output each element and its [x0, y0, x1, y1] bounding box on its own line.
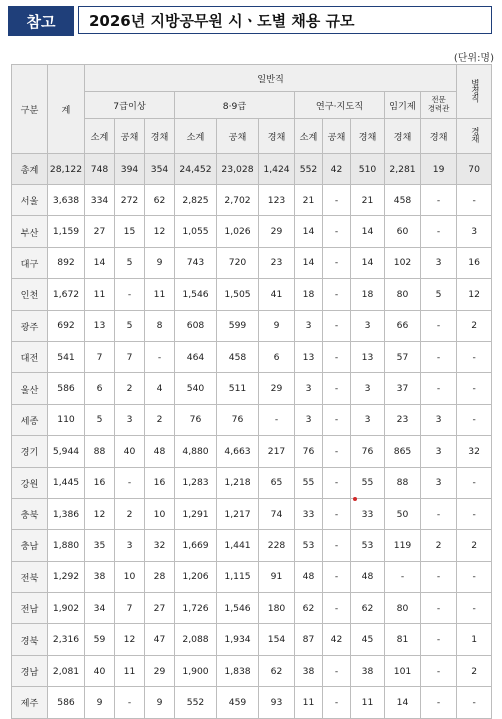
- value-cell: 60: [385, 216, 421, 247]
- header-g7-career: 경채: [145, 119, 175, 154]
- value-cell: 33: [351, 498, 385, 529]
- value-cell: 1,672: [48, 279, 85, 310]
- table-row-total: [12, 154, 492, 185]
- value-cell: 12: [115, 624, 145, 655]
- table-row: [12, 530, 492, 561]
- value-cell: 2,316: [48, 624, 85, 655]
- value-cell: -: [421, 373, 457, 404]
- header-specialist: 전문 경력관: [421, 92, 457, 119]
- table-row: [12, 655, 492, 686]
- value-cell: -: [457, 561, 492, 592]
- value-cell: 2,088: [175, 624, 217, 655]
- value-cell: 3: [421, 247, 457, 278]
- value-cell: 18: [295, 279, 323, 310]
- value-cell: 7: [85, 341, 115, 372]
- value-cell: 1,026: [217, 216, 259, 247]
- region-cell: 경북: [12, 624, 48, 655]
- value-cell: 87: [295, 624, 323, 655]
- region-cell: 전남: [12, 593, 48, 624]
- value-cell: -: [323, 373, 351, 404]
- value-cell: -: [421, 624, 457, 655]
- value-cell: 2,825: [175, 185, 217, 216]
- value-cell: -: [457, 467, 492, 498]
- value-cell: 80: [385, 279, 421, 310]
- region-cell: 부산: [12, 216, 48, 247]
- value-cell: 458: [217, 341, 259, 372]
- value-cell: 3: [351, 404, 385, 435]
- header-research-sub: 소계: [295, 119, 323, 154]
- value-cell: 608: [175, 310, 217, 341]
- value-cell: 1,505: [217, 279, 259, 310]
- value-cell: 5: [115, 247, 145, 278]
- value-cell: 14: [295, 247, 323, 278]
- value-cell: -: [115, 467, 145, 498]
- table-row: [12, 341, 492, 372]
- page-title: 2026년 지방공무원 시ㆍ도별 채용 규모: [78, 6, 492, 34]
- value-cell: 38: [85, 561, 115, 592]
- value-cell: 41: [259, 279, 295, 310]
- value-cell: 3: [295, 310, 323, 341]
- value-cell: 101: [385, 655, 421, 686]
- value-cell: 1,441: [217, 530, 259, 561]
- value-cell: 35: [85, 530, 115, 561]
- header-fixed-term-career: 경채: [385, 119, 421, 154]
- value-cell: 3: [295, 373, 323, 404]
- value-cell: 1,546: [175, 279, 217, 310]
- value-cell: -: [457, 185, 492, 216]
- value-cell: 11: [295, 687, 323, 718]
- value-cell: 1,386: [48, 498, 85, 529]
- value-cell: 511: [217, 373, 259, 404]
- value-cell: -: [115, 279, 145, 310]
- value-cell: 1,900: [175, 655, 217, 686]
- value-cell: 29: [145, 655, 175, 686]
- value-cell: -: [323, 498, 351, 529]
- value-cell: -: [323, 436, 351, 467]
- table-row: [12, 624, 492, 655]
- table-row: [12, 373, 492, 404]
- value-cell: 2,702: [217, 185, 259, 216]
- value-cell: 892: [48, 247, 85, 278]
- value-cell: 16: [85, 467, 115, 498]
- value-cell: -: [323, 185, 351, 216]
- value-cell: 76: [175, 404, 217, 435]
- value-cell: 1,218: [217, 467, 259, 498]
- value-cell: 3: [421, 436, 457, 467]
- header-research-open: 공채: [323, 119, 351, 154]
- value-cell: 27: [145, 593, 175, 624]
- header-g89-open: 공채: [217, 119, 259, 154]
- value-cell: -: [385, 561, 421, 592]
- table-row: [12, 467, 492, 498]
- value-cell: 88: [385, 467, 421, 498]
- value-cell: 55: [351, 467, 385, 498]
- table-row: [12, 279, 492, 310]
- value-cell: 3: [351, 373, 385, 404]
- value-cell: 110: [48, 404, 85, 435]
- value-cell: 3: [351, 310, 385, 341]
- value-cell: 11: [351, 687, 385, 718]
- value-cell: 10: [145, 498, 175, 529]
- value-cell: 48: [295, 561, 323, 592]
- value-cell: 16: [457, 247, 492, 278]
- value-cell: -: [457, 498, 492, 529]
- value-cell: 14: [351, 216, 385, 247]
- red-dot-mark: [353, 497, 357, 501]
- header-research-career: 경채: [351, 119, 385, 154]
- value-cell: -: [457, 404, 492, 435]
- region-cell: 대구: [12, 247, 48, 278]
- value-cell: -: [323, 216, 351, 247]
- value-cell: 228: [259, 530, 295, 561]
- value-cell: 552: [175, 687, 217, 718]
- value-cell: 91: [259, 561, 295, 592]
- value-cell: 74: [259, 498, 295, 529]
- value-cell: 38: [295, 655, 323, 686]
- value-cell: 2: [457, 310, 492, 341]
- value-cell: -: [457, 593, 492, 624]
- value-cell: 586: [48, 687, 85, 718]
- value-cell: 2: [457, 655, 492, 686]
- value-cell: -: [323, 561, 351, 592]
- value-cell: 720: [217, 247, 259, 278]
- value-cell: -: [421, 341, 457, 372]
- value-cell: 48: [145, 436, 175, 467]
- table-row: [12, 593, 492, 624]
- value-cell: 6: [259, 341, 295, 372]
- value-cell: 540: [175, 373, 217, 404]
- value-cell: 5: [115, 310, 145, 341]
- value-cell: 12: [145, 216, 175, 247]
- value-cell: -: [421, 216, 457, 247]
- value-cell: 2: [421, 530, 457, 561]
- value-cell: 5: [85, 404, 115, 435]
- header-general: 일반직: [85, 65, 457, 92]
- value-cell: 9: [145, 247, 175, 278]
- value-cell: 4,663: [217, 436, 259, 467]
- value-cell: 14: [385, 687, 421, 718]
- value-cell: 70: [457, 154, 492, 185]
- region-cell: 경기: [12, 436, 48, 467]
- value-cell: -: [323, 467, 351, 498]
- header-special-career: 경채: [457, 119, 492, 154]
- value-cell: 692: [48, 310, 85, 341]
- value-cell: 119: [385, 530, 421, 561]
- header-research: 연구·지도직: [295, 92, 385, 119]
- value-cell: 15: [115, 216, 145, 247]
- value-cell: 62: [145, 185, 175, 216]
- value-cell: 2: [457, 530, 492, 561]
- recruitment-table: [11, 64, 492, 719]
- value-cell: 59: [85, 624, 115, 655]
- value-cell: 80: [385, 593, 421, 624]
- value-cell: -: [323, 593, 351, 624]
- value-cell: 1,217: [217, 498, 259, 529]
- region-cell: 세종: [12, 404, 48, 435]
- value-cell: 65: [259, 467, 295, 498]
- value-cell: 62: [259, 655, 295, 686]
- value-cell: -: [323, 655, 351, 686]
- value-cell: 81: [385, 624, 421, 655]
- value-cell: 28: [145, 561, 175, 592]
- value-cell: 599: [217, 310, 259, 341]
- value-cell: 28,122: [48, 154, 85, 185]
- value-cell: 458: [385, 185, 421, 216]
- region-cell: 대전: [12, 341, 48, 372]
- value-cell: 66: [385, 310, 421, 341]
- header-special: 별정직: [457, 65, 492, 119]
- value-cell: 76: [295, 436, 323, 467]
- value-cell: -: [323, 279, 351, 310]
- value-cell: 2,281: [385, 154, 421, 185]
- value-cell: -: [421, 310, 457, 341]
- header-g7-open: 공채: [115, 119, 145, 154]
- region-cell: 울산: [12, 373, 48, 404]
- value-cell: -: [323, 687, 351, 718]
- value-cell: -: [145, 341, 175, 372]
- table-row: [12, 436, 492, 467]
- value-cell: 541: [48, 341, 85, 372]
- region-cell: 전북: [12, 561, 48, 592]
- value-cell: 180: [259, 593, 295, 624]
- table-row: [12, 310, 492, 341]
- value-cell: 18: [351, 279, 385, 310]
- value-cell: 11: [145, 279, 175, 310]
- value-cell: -: [421, 498, 457, 529]
- value-cell: 552: [295, 154, 323, 185]
- value-cell: 14: [351, 247, 385, 278]
- value-cell: 459: [217, 687, 259, 718]
- value-cell: 29: [259, 373, 295, 404]
- value-cell: 57: [385, 341, 421, 372]
- value-cell: 3: [115, 404, 145, 435]
- value-cell: 47: [145, 624, 175, 655]
- value-cell: 7: [115, 593, 145, 624]
- value-cell: -: [323, 530, 351, 561]
- region-cell: 충남: [12, 530, 48, 561]
- value-cell: 21: [295, 185, 323, 216]
- value-cell: 272: [115, 185, 145, 216]
- region-cell: 광주: [12, 310, 48, 341]
- value-cell: 23,028: [217, 154, 259, 185]
- header-grade7: 7급이상: [85, 92, 175, 119]
- value-cell: 13: [295, 341, 323, 372]
- value-cell: 62: [295, 593, 323, 624]
- value-cell: 21: [351, 185, 385, 216]
- value-cell: 42: [323, 624, 351, 655]
- header-g7-sub: 소계: [85, 119, 115, 154]
- region-cell: 서울: [12, 185, 48, 216]
- value-cell: 1,880: [48, 530, 85, 561]
- value-cell: 24,452: [175, 154, 217, 185]
- value-cell: 3: [421, 467, 457, 498]
- value-cell: 1,424: [259, 154, 295, 185]
- region-cell: 인천: [12, 279, 48, 310]
- value-cell: 37: [385, 373, 421, 404]
- value-cell: 40: [85, 655, 115, 686]
- value-cell: 4,880: [175, 436, 217, 467]
- value-cell: 62: [351, 593, 385, 624]
- value-cell: 2: [115, 373, 145, 404]
- header-g89-career: 경채: [259, 119, 295, 154]
- value-cell: 464: [175, 341, 217, 372]
- value-cell: 1,159: [48, 216, 85, 247]
- value-cell: 48: [351, 561, 385, 592]
- value-cell: 19: [421, 154, 457, 185]
- value-cell: 123: [259, 185, 295, 216]
- region-cell: 제주: [12, 687, 48, 718]
- table-row: [12, 498, 492, 529]
- value-cell: -: [421, 687, 457, 718]
- table-row: [12, 247, 492, 278]
- value-cell: 34: [85, 593, 115, 624]
- value-cell: -: [259, 404, 295, 435]
- value-cell: 3: [115, 530, 145, 561]
- header-total: 계: [48, 65, 85, 154]
- header-region: 구분: [12, 65, 48, 154]
- value-cell: 42: [323, 154, 351, 185]
- region-cell: 경남: [12, 655, 48, 686]
- header-g89-sub: 소계: [175, 119, 217, 154]
- value-cell: 1: [457, 624, 492, 655]
- value-cell: 38: [351, 655, 385, 686]
- value-cell: 1,669: [175, 530, 217, 561]
- value-cell: 23: [259, 247, 295, 278]
- value-cell: 510: [351, 154, 385, 185]
- value-cell: 76: [351, 436, 385, 467]
- value-cell: 55: [295, 467, 323, 498]
- table-row: [12, 561, 492, 592]
- table-row: [12, 216, 492, 247]
- title-bar: [8, 6, 494, 36]
- value-cell: 1,055: [175, 216, 217, 247]
- value-cell: 11: [85, 279, 115, 310]
- table-row: [12, 687, 492, 718]
- value-cell: 53: [295, 530, 323, 561]
- header-specialist-career: 경채: [421, 119, 457, 154]
- value-cell: 394: [115, 154, 145, 185]
- value-cell: 6: [85, 373, 115, 404]
- value-cell: 12: [85, 498, 115, 529]
- value-cell: 93: [259, 687, 295, 718]
- value-cell: 9: [85, 687, 115, 718]
- value-cell: 865: [385, 436, 421, 467]
- value-cell: -: [323, 404, 351, 435]
- table-row: [12, 404, 492, 435]
- value-cell: 1,726: [175, 593, 217, 624]
- value-cell: 1,902: [48, 593, 85, 624]
- value-cell: 3: [295, 404, 323, 435]
- value-cell: 1,292: [48, 561, 85, 592]
- value-cell: -: [323, 341, 351, 372]
- value-cell: 76: [217, 404, 259, 435]
- value-cell: 27: [85, 216, 115, 247]
- value-cell: 217: [259, 436, 295, 467]
- value-cell: 586: [48, 373, 85, 404]
- region-cell: 총계: [12, 154, 48, 185]
- header-grade89: 8·9급: [175, 92, 295, 119]
- value-cell: 2: [145, 404, 175, 435]
- value-cell: 354: [145, 154, 175, 185]
- value-cell: 40: [115, 436, 145, 467]
- value-cell: 9: [259, 310, 295, 341]
- value-cell: 3: [457, 216, 492, 247]
- value-cell: 102: [385, 247, 421, 278]
- value-cell: 14: [295, 216, 323, 247]
- value-cell: 88: [85, 436, 115, 467]
- value-cell: 1,206: [175, 561, 217, 592]
- value-cell: 9: [145, 687, 175, 718]
- value-cell: 23: [385, 404, 421, 435]
- value-cell: 3: [421, 404, 457, 435]
- value-cell: 4: [145, 373, 175, 404]
- unit-label: (단위:명): [453, 53, 494, 64]
- value-cell: 2,081: [48, 655, 85, 686]
- value-cell: -: [421, 593, 457, 624]
- value-cell: 33: [295, 498, 323, 529]
- region-cell: 강원: [12, 467, 48, 498]
- value-cell: -: [457, 341, 492, 372]
- value-cell: 1,283: [175, 467, 217, 498]
- value-cell: 2: [115, 498, 145, 529]
- reference-badge: 참고: [8, 6, 74, 36]
- value-cell: 11: [115, 655, 145, 686]
- value-cell: -: [421, 561, 457, 592]
- value-cell: 743: [175, 247, 217, 278]
- value-cell: 45: [351, 624, 385, 655]
- value-cell: 16: [145, 467, 175, 498]
- value-cell: 1,115: [217, 561, 259, 592]
- value-cell: 13: [351, 341, 385, 372]
- value-cell: 29: [259, 216, 295, 247]
- table-row: [12, 185, 492, 216]
- value-cell: 1,445: [48, 467, 85, 498]
- value-cell: -: [115, 687, 145, 718]
- value-cell: 3,638: [48, 185, 85, 216]
- value-cell: 53: [351, 530, 385, 561]
- value-cell: 1,934: [217, 624, 259, 655]
- value-cell: -: [323, 310, 351, 341]
- value-cell: -: [323, 247, 351, 278]
- value-cell: 1,546: [217, 593, 259, 624]
- value-cell: 10: [115, 561, 145, 592]
- value-cell: 334: [85, 185, 115, 216]
- region-cell: 충북: [12, 498, 48, 529]
- value-cell: 1,838: [217, 655, 259, 686]
- value-cell: -: [457, 687, 492, 718]
- value-cell: -: [421, 655, 457, 686]
- value-cell: 154: [259, 624, 295, 655]
- value-cell: 7: [115, 341, 145, 372]
- value-cell: 5,944: [48, 436, 85, 467]
- value-cell: 32: [457, 436, 492, 467]
- value-cell: 748: [85, 154, 115, 185]
- header-fixed-term: 임기제: [385, 92, 421, 119]
- value-cell: -: [421, 185, 457, 216]
- value-cell: 8: [145, 310, 175, 341]
- value-cell: 32: [145, 530, 175, 561]
- value-cell: 13: [85, 310, 115, 341]
- value-cell: 12: [457, 279, 492, 310]
- value-cell: 5: [421, 279, 457, 310]
- value-cell: -: [457, 373, 492, 404]
- value-cell: 50: [385, 498, 421, 529]
- value-cell: 1,291: [175, 498, 217, 529]
- value-cell: 14: [85, 247, 115, 278]
